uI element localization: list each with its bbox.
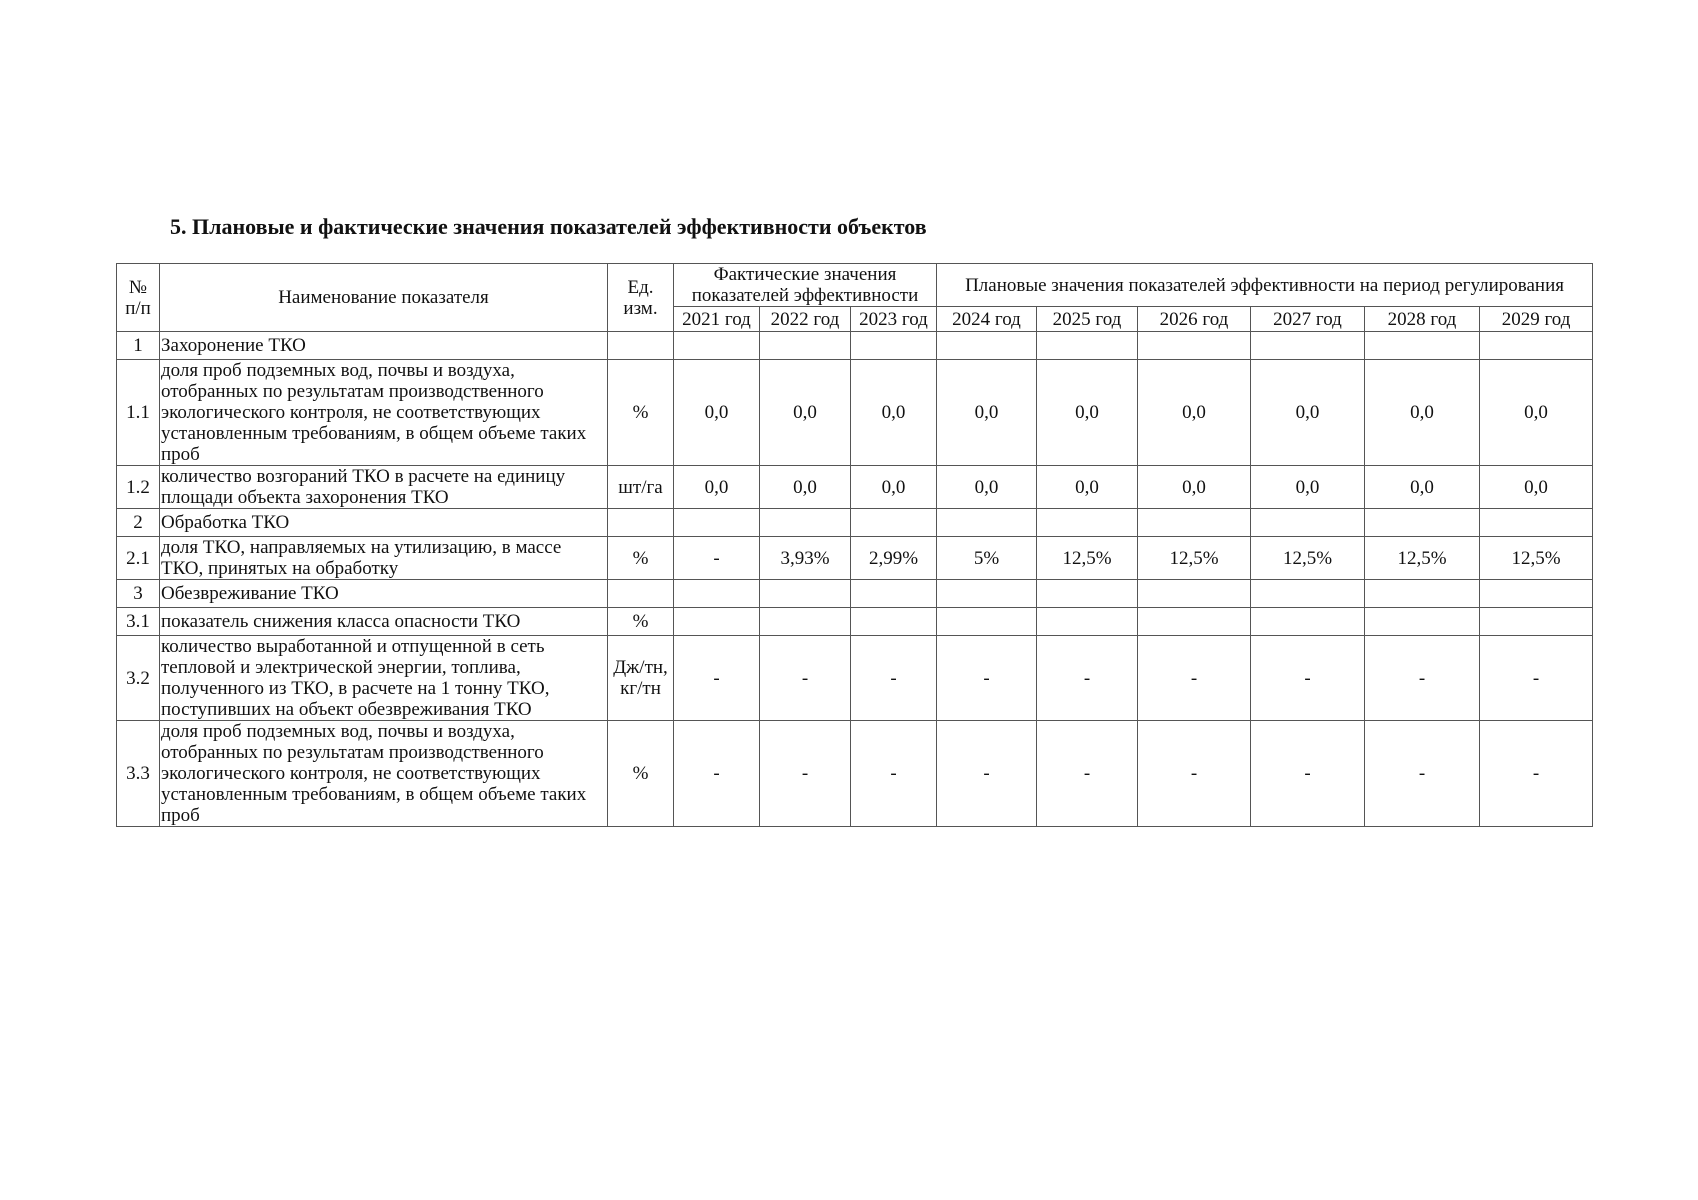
unit-cell xyxy=(608,509,674,537)
value-cell: - xyxy=(674,636,760,721)
value-cell: - xyxy=(937,721,1037,827)
value-cell xyxy=(937,580,1037,608)
row-number: 3.2 xyxy=(117,636,160,721)
value-cell: - xyxy=(674,537,760,580)
unit-cell xyxy=(608,332,674,360)
value-cell: 0,0 xyxy=(1480,360,1593,466)
table-row xyxy=(117,636,1593,721)
value-cell: 12,5% xyxy=(1365,537,1480,580)
value-cell xyxy=(1037,608,1138,636)
header-year: 2021 год xyxy=(674,307,760,332)
value-cell xyxy=(760,332,851,360)
value-cell: - xyxy=(1480,721,1593,827)
row-number: 2.1 xyxy=(117,537,160,580)
indicator-name: показатель снижения класса опасности ТКО xyxy=(160,608,608,636)
value-cell xyxy=(1037,509,1138,537)
value-cell xyxy=(1037,332,1138,360)
header-year: 2028 год xyxy=(1365,307,1480,332)
value-cell: 12,5% xyxy=(1251,537,1365,580)
value-cell xyxy=(760,608,851,636)
value-cell: - xyxy=(674,721,760,827)
value-cell: 0,0 xyxy=(1480,466,1593,509)
table-row xyxy=(117,332,1593,360)
table-row xyxy=(117,580,1593,608)
value-cell: 0,0 xyxy=(674,360,760,466)
value-cell: - xyxy=(1480,636,1593,721)
value-cell xyxy=(937,332,1037,360)
unit-cell: Дж/тн, кг/тн xyxy=(608,636,674,721)
value-cell xyxy=(674,332,760,360)
indicator-name: Захоронение ТКО xyxy=(160,332,608,360)
value-cell: 12,5% xyxy=(1480,537,1593,580)
value-cell: 0,0 xyxy=(1365,466,1480,509)
value-cell xyxy=(1138,332,1251,360)
indicator-name: количество возгораний ТКО в расчете на единицу площади объекта захоронения ТКО xyxy=(160,466,608,509)
indicators-table xyxy=(116,263,1593,827)
value-cell: - xyxy=(760,636,851,721)
header-year: 2025 год xyxy=(1037,307,1138,332)
value-cell: - xyxy=(1365,721,1480,827)
value-cell xyxy=(1480,332,1593,360)
value-cell: 0,0 xyxy=(937,466,1037,509)
value-cell xyxy=(1138,608,1251,636)
value-cell: - xyxy=(937,636,1037,721)
row-number: 3.3 xyxy=(117,721,160,827)
value-cell: - xyxy=(1251,636,1365,721)
value-cell: 0,0 xyxy=(760,360,851,466)
value-cell: 0,0 xyxy=(1251,466,1365,509)
value-cell: 2,99% xyxy=(851,537,937,580)
unit-cell xyxy=(608,580,674,608)
header-year: 2029 год xyxy=(1480,307,1593,332)
value-cell: 0,0 xyxy=(937,360,1037,466)
value-cell: - xyxy=(851,721,937,827)
unit-cell: % xyxy=(608,721,674,827)
value-cell: - xyxy=(1037,721,1138,827)
header-actual-group: Фактические значения показателей эффективности xyxy=(674,264,937,307)
value-cell: 0,0 xyxy=(1365,360,1480,466)
value-cell xyxy=(674,509,760,537)
row-number: 1 xyxy=(117,332,160,360)
value-cell xyxy=(1365,608,1480,636)
value-cell xyxy=(1480,509,1593,537)
header-name: Наименование показателя xyxy=(160,264,608,332)
table-row xyxy=(117,537,1593,580)
value-cell xyxy=(1480,608,1593,636)
value-cell xyxy=(851,580,937,608)
row-number: 3.1 xyxy=(117,608,160,636)
value-cell xyxy=(1480,580,1593,608)
value-cell xyxy=(1365,332,1480,360)
value-cell xyxy=(760,580,851,608)
value-cell: 0,0 xyxy=(1251,360,1365,466)
header-year: 2022 год xyxy=(760,307,851,332)
header-planned-group: Плановые значения показателей эффективности на период регулирования xyxy=(937,264,1593,307)
unit-cell: % xyxy=(608,537,674,580)
unit-cell: % xyxy=(608,360,674,466)
value-cell: 0,0 xyxy=(760,466,851,509)
value-cell xyxy=(937,509,1037,537)
value-cell xyxy=(1138,580,1251,608)
header-year: 2026 год xyxy=(1138,307,1251,332)
value-cell: 0,0 xyxy=(1037,466,1138,509)
indicator-name: количество выработанной и отпущенной в сеть тепловой и электрической энергии, топлива, полученного из ТКО, в расчете на 1 тонну ТКО, поступивших на объект обезвреживания ТКО xyxy=(160,636,608,721)
header-year: 2024 год xyxy=(937,307,1037,332)
row-number: 1.2 xyxy=(117,466,160,509)
value-cell: - xyxy=(1037,636,1138,721)
value-cell xyxy=(851,608,937,636)
value-cell: - xyxy=(760,721,851,827)
value-cell xyxy=(1365,509,1480,537)
indicator-name: Обработка ТКО xyxy=(160,509,608,537)
table-row xyxy=(117,360,1593,466)
value-cell: 12,5% xyxy=(1138,537,1251,580)
value-cell: 0,0 xyxy=(1037,360,1138,466)
table-row xyxy=(117,466,1593,509)
value-cell xyxy=(1365,580,1480,608)
unit-cell: % xyxy=(608,608,674,636)
value-cell: 0,0 xyxy=(674,466,760,509)
value-cell xyxy=(1251,608,1365,636)
value-cell xyxy=(674,580,760,608)
value-cell xyxy=(937,608,1037,636)
indicator-name: доля проб подземных вод, почвы и воздуха, отобранных по результатам производственного экологического контроля, не соответствующих установленным требованиям, в общем объеме таких проб xyxy=(160,360,608,466)
value-cell xyxy=(1251,509,1365,537)
table-row xyxy=(117,721,1593,827)
header-num: № п/п xyxy=(117,264,160,332)
section-title: 5. Плановые и фактические значения показателей эффективности объектов xyxy=(170,214,927,239)
table-row xyxy=(117,608,1593,636)
header-unit: Ед. изм. xyxy=(608,264,674,332)
row-number: 1.1 xyxy=(117,360,160,466)
value-cell: - xyxy=(1365,636,1480,721)
value-cell xyxy=(851,332,937,360)
indicator-name: доля ТКО, направляемых на утилизацию, в массе ТКО, принятых на обработку xyxy=(160,537,608,580)
value-cell: 12,5% xyxy=(1037,537,1138,580)
table-row xyxy=(117,509,1593,537)
indicator-name: доля проб подземных вод, почвы и воздуха, отобранных по результатам производственного экологического контроля, не соответствующих установленным требованиям, в общем объеме таких проб xyxy=(160,721,608,827)
value-cell: - xyxy=(1138,636,1251,721)
value-cell xyxy=(760,509,851,537)
value-cell xyxy=(1251,332,1365,360)
value-cell: 0,0 xyxy=(851,360,937,466)
unit-cell: шт/га xyxy=(608,466,674,509)
value-cell xyxy=(851,509,937,537)
value-cell xyxy=(1251,580,1365,608)
header-year: 2027 год xyxy=(1251,307,1365,332)
value-cell: 0,0 xyxy=(1138,360,1251,466)
value-cell xyxy=(1037,580,1138,608)
value-cell: 3,93% xyxy=(760,537,851,580)
row-number: 2 xyxy=(117,509,160,537)
value-cell: - xyxy=(1138,721,1251,827)
table-body xyxy=(117,332,1593,827)
value-cell xyxy=(674,608,760,636)
value-cell xyxy=(1138,509,1251,537)
value-cell: - xyxy=(851,636,937,721)
value-cell: - xyxy=(1251,721,1365,827)
indicator-name: Обезвреживание ТКО xyxy=(160,580,608,608)
value-cell: 0,0 xyxy=(851,466,937,509)
value-cell: 5% xyxy=(937,537,1037,580)
value-cell: 0,0 xyxy=(1138,466,1251,509)
row-number: 3 xyxy=(117,580,160,608)
header-year: 2023 год xyxy=(851,307,937,332)
